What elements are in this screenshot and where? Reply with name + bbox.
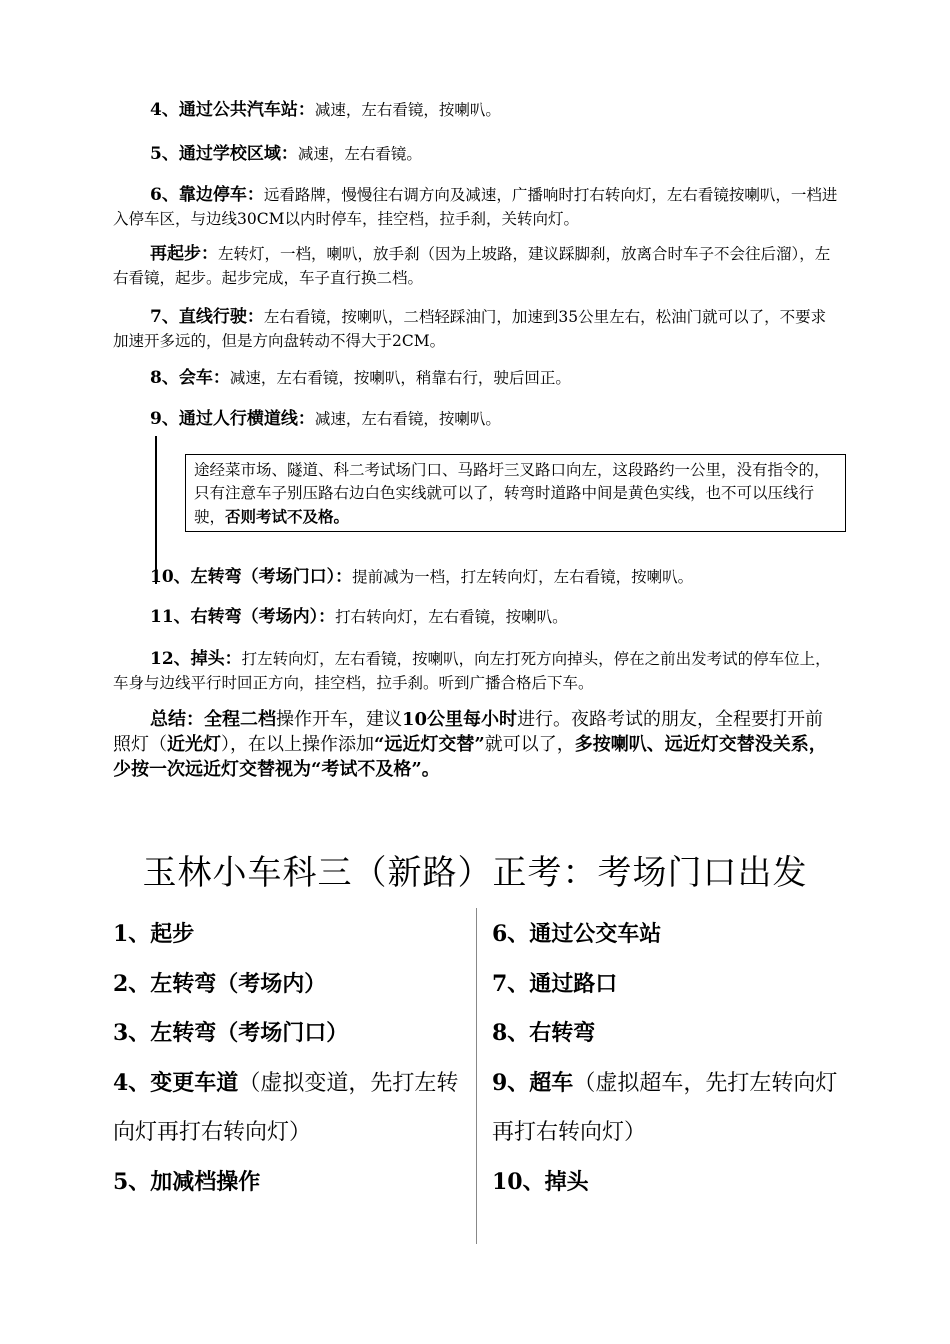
summary-speed: 10公里每小时: [402, 709, 518, 730]
list-item: [113, 1059, 463, 1158]
summary-text: 操作开车，建议: [276, 709, 402, 730]
step-heading: 12、掉头：: [150, 649, 242, 669]
note-warning: 否则考试不及格。: [225, 507, 350, 526]
step-heading: 9、通过人行横道线：: [150, 409, 315, 429]
step-body: 减速，左右看镜。: [297, 145, 422, 163]
column-divider: [476, 908, 477, 1244]
item-label: 2、左转弯（考场内）: [113, 970, 327, 997]
step-body: 左右看镜，按喇叭，二档轻踩油门，加速到35公里左右，松油门就可以了，不要求加速开多远的，但是方向盘转动不得大于2CM。: [113, 308, 827, 350]
step-heading: 再起步：: [150, 244, 218, 264]
step-body: 打左转向灯，左右看镜，按喇叭，向左打死方向掉头，停在之前出发考试的停车位上，车身与边线平行时回正方向，挂空档，拉手刹。听到广播合格后下车。: [113, 650, 831, 692]
list-item: [492, 1059, 842, 1158]
exam-items-left-column: [113, 910, 463, 1208]
item-label: 4、变更车道: [113, 1069, 239, 1096]
step-12: [113, 647, 838, 695]
step-heading: 8、会车：: [150, 368, 230, 388]
restart-step: [113, 242, 838, 290]
step-body: 提前减为一档，打左转向灯，左右看镜，按喇叭。: [352, 568, 694, 586]
summary-text: ），在以上操作添加: [221, 734, 374, 755]
summary-text: 就可以了，: [484, 734, 575, 755]
item-label: 9、超车: [492, 1069, 574, 1096]
list-item: [492, 910, 842, 960]
step-6: [113, 183, 838, 231]
list-item: [113, 1009, 463, 1059]
step-body: 减速，左右看镜，按喇叭，稍靠右行，驶后回正。: [229, 369, 571, 387]
item-label: 6、通过公交车站: [492, 921, 662, 947]
step-body: 远看路牌，慢慢往右调方向及减速，广播响时打右转向灯，左右看镜按喇叭，一档进入停车区，与边线30CM以内时停车，挂空档，拉手刹，关转向灯。: [113, 186, 838, 228]
step-heading: 10、左转弯（考场门口）：: [150, 567, 353, 587]
item-label: 1、起步: [113, 921, 195, 947]
summary-lead: 总结：全程二档: [150, 709, 276, 730]
list-item: [492, 1009, 842, 1059]
list-item: [113, 910, 463, 960]
step-11: [113, 605, 838, 629]
list-item: [492, 1158, 842, 1208]
list-item: [492, 960, 842, 1010]
summary-low-beam: 近光灯: [167, 734, 221, 755]
step-5: [113, 142, 838, 166]
item-label: 8、右转弯: [492, 1020, 596, 1047]
step-body: 打右转向灯，左右看镜，按喇叭。: [335, 608, 568, 626]
step-7: [113, 305, 838, 353]
step-heading: 11、右转弯（考场内）：: [150, 607, 336, 627]
summary-text: 进行。夜路考试的朋友，全程要打开前照灯（: [113, 709, 824, 755]
step-body: 减速，左右看镜，按喇叭。: [314, 101, 501, 119]
step-heading: 4、通过公共汽车站：: [150, 100, 315, 120]
step-4: [113, 98, 838, 122]
item-note: （虚拟超车，先打左转向灯再打右转向灯）: [492, 1070, 838, 1146]
step-body: 左转灯，一档，喇叭，放手刹（因为上坡路，建议踩脚刹，放离合时车子不会往后溜），左右看镜，起步。起步完成，车子直行换二档。: [113, 245, 831, 287]
step-heading: 5、通过学校区域：: [150, 144, 298, 164]
step-body: 减速，左右看镜，按喇叭。: [314, 410, 501, 428]
step-9: [113, 407, 838, 431]
summary-warning: 多按喇叭、远近灯交替没关系，少按一次远近灯交替视为“考试不及格”。: [113, 734, 827, 780]
step-heading: 7、直线行驶：: [150, 307, 264, 327]
route-note-box: [185, 454, 846, 532]
exam-items-right-column: [492, 910, 842, 1208]
step-heading: 6、靠边停车：: [150, 185, 264, 205]
item-label: 10、掉头: [492, 1168, 589, 1195]
list-item: [113, 1158, 463, 1208]
list-item: [113, 960, 463, 1010]
item-label: 7、通过路口: [492, 970, 618, 997]
summary-alternate-lights: “远近灯交替”: [374, 734, 485, 755]
connector-line: [155, 436, 157, 584]
section-title: 玉林小车科三（新路）正考：考场门口出发: [142, 853, 808, 893]
item-label: 5、加减档操作: [113, 1168, 261, 1195]
item-note: （虚拟变道，先打左转向灯再打右转向灯）: [113, 1070, 459, 1146]
note-text: 途经菜市场、隧道、科二考试场门口、马路圩三叉路口向左，这段路约一公里，没有指令的，只有注意车子别压路右边白色实线就可以了，转弯时道路中间是黄色实线，也不可以压线行驶，: [194, 461, 830, 526]
summary-paragraph: [113, 707, 838, 782]
step-8: [113, 366, 838, 390]
item-label: 3、左转弯（考场门口）: [113, 1020, 349, 1047]
step-10: [113, 565, 838, 589]
